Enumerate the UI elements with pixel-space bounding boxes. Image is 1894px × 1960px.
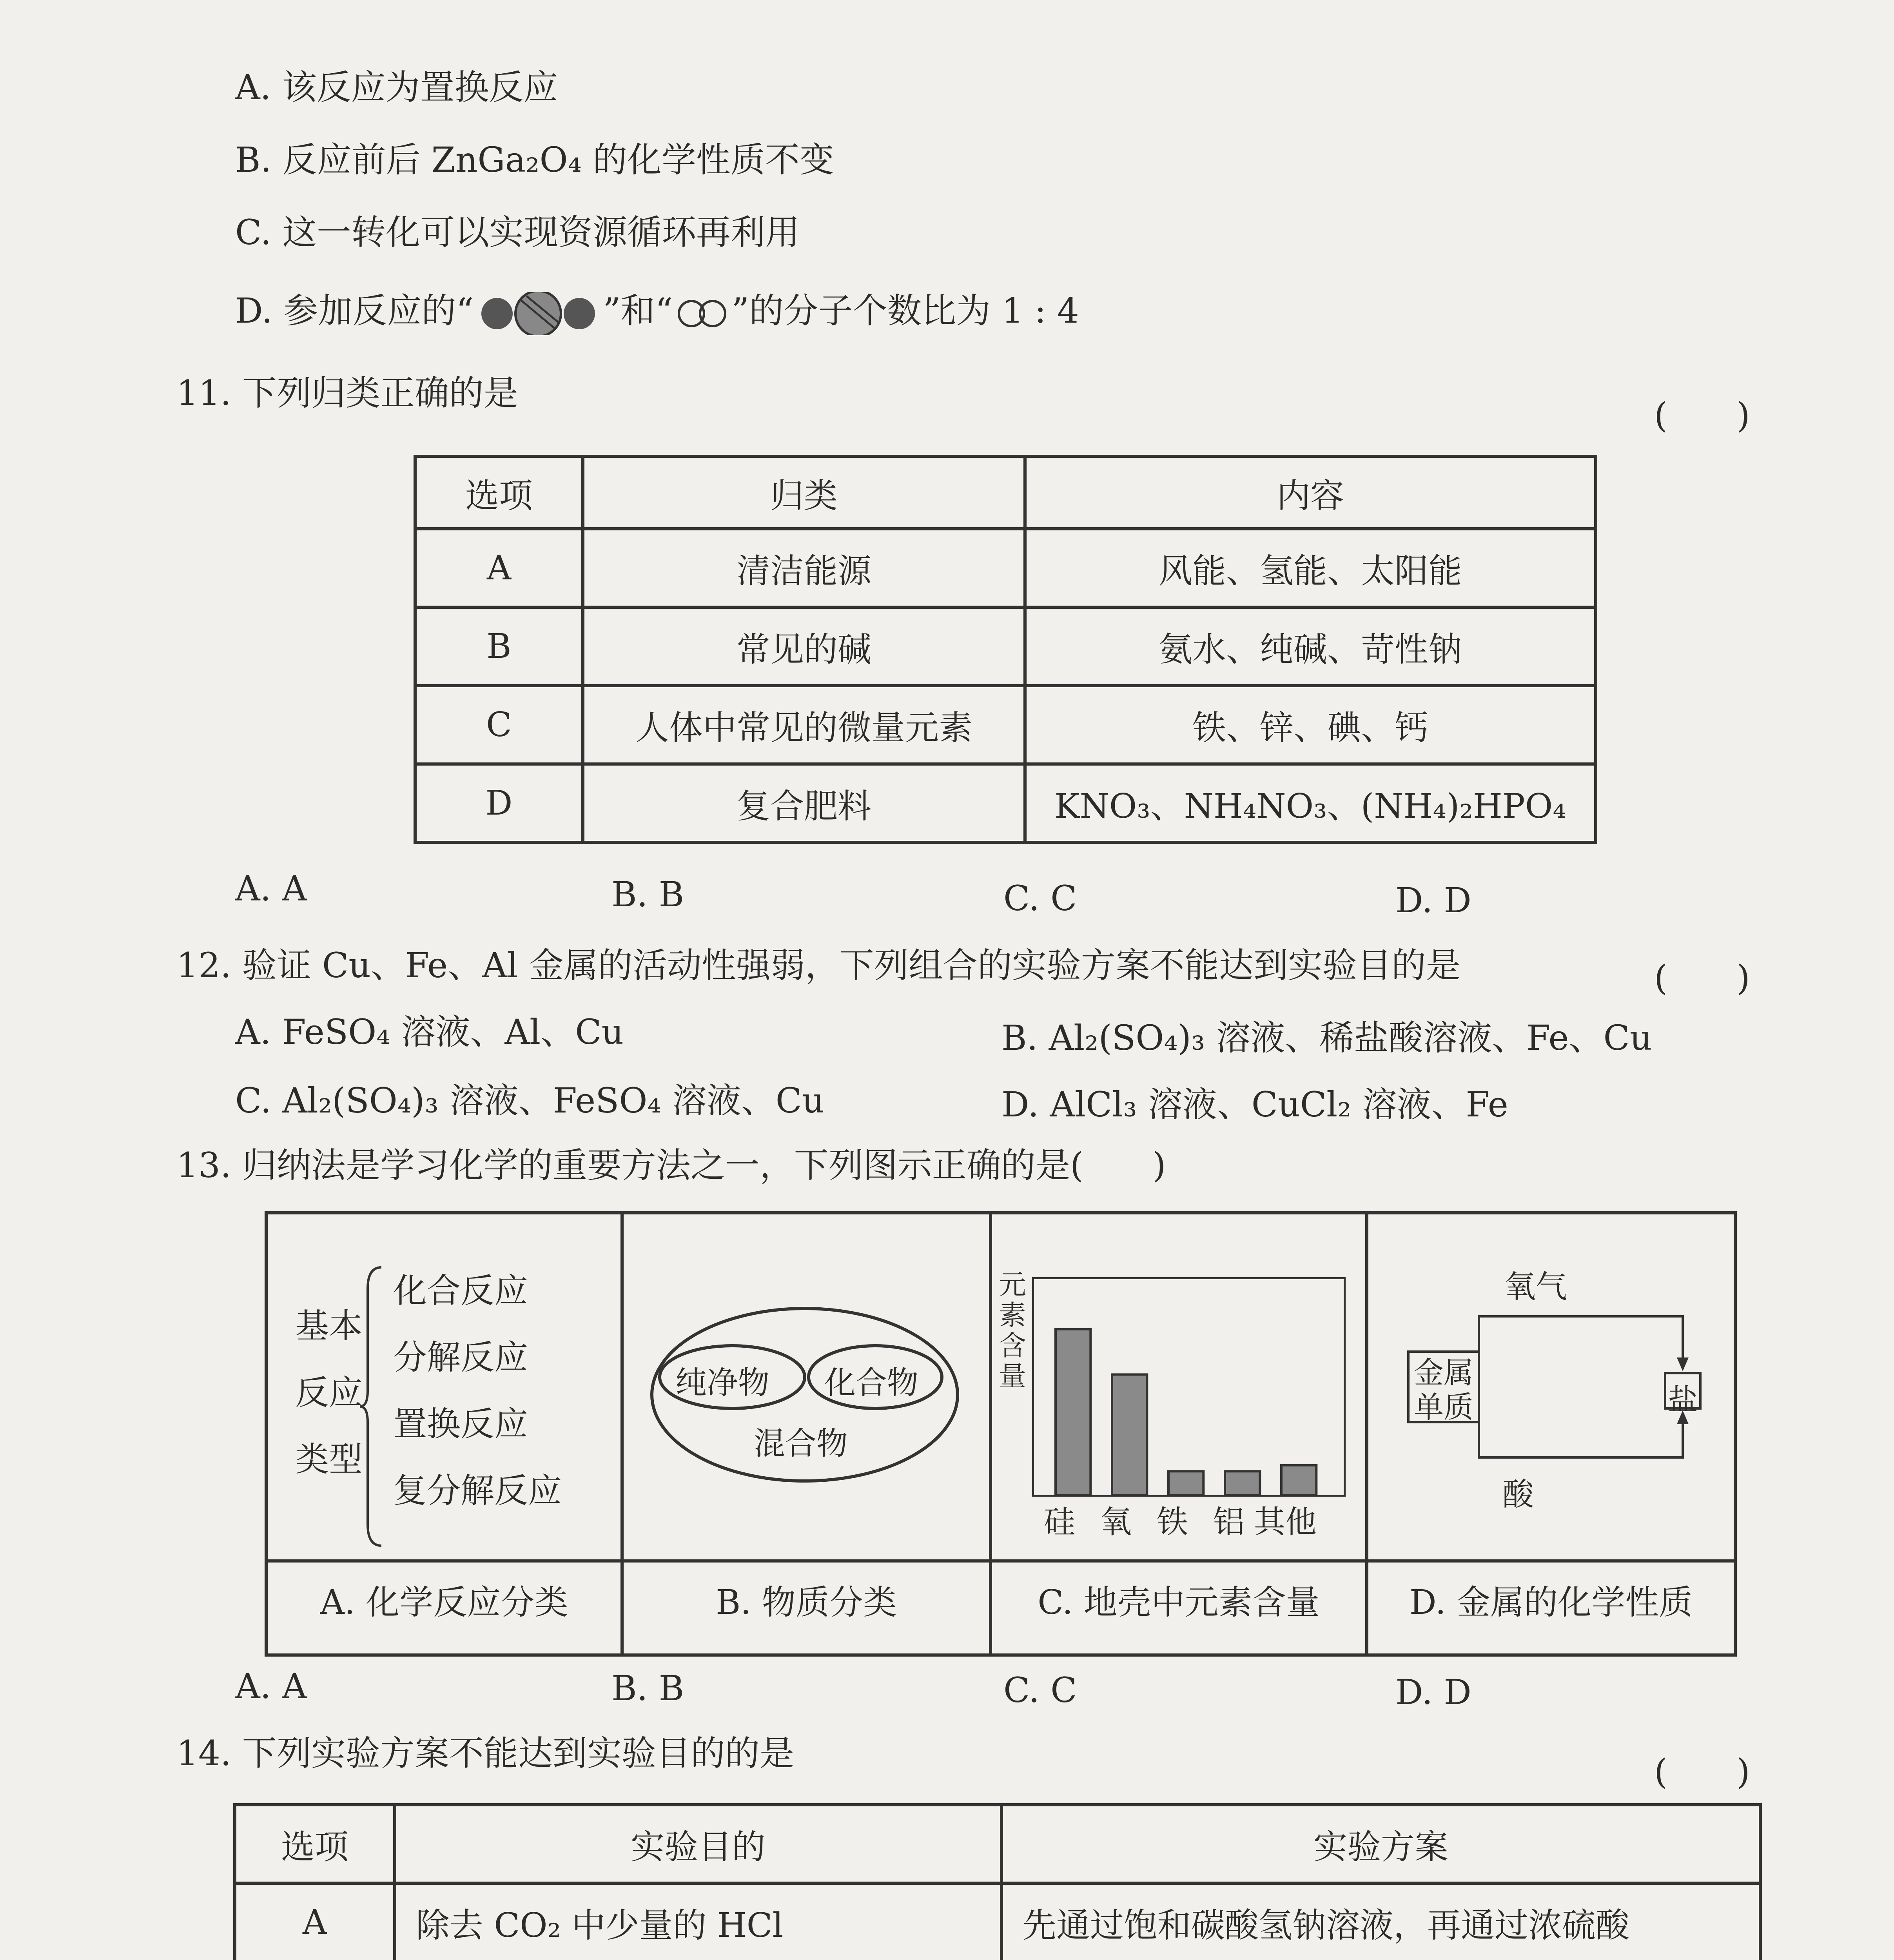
q10-d-prefix: D. 参加反应的“ (235, 290, 474, 331)
q13-choice-b: B. B (611, 1668, 684, 1708)
q12-option-c: C. Al₂(SO₄)₃ 溶液、FeSO₄ 溶液、Cu (235, 1080, 824, 1121)
q11-choice-b: B. B (611, 874, 684, 915)
q11-choice-d: D. D (1395, 880, 1471, 920)
chart-bar (1112, 1374, 1147, 1495)
q13-choice-c: C. C (1003, 1670, 1077, 1710)
q11-table (414, 455, 1597, 844)
q13-c-xlabels (1032, 1497, 1346, 1540)
header-cell: 实验方案 (1001, 1805, 1760, 1883)
q13-d-left-box: 金属单质 (1414, 1355, 1473, 1425)
table-cell: KNO₃、NH₄NO₃、(NH₄)₂HPO₄ (1025, 764, 1596, 842)
chart-bar (1281, 1465, 1316, 1495)
q13-diagram-box (265, 1211, 1737, 1657)
q13-c-chart (1032, 1277, 1346, 1497)
header-cell: 选项 (235, 1805, 395, 1883)
q13-a-caption: A. 化学反应分类 (320, 1583, 568, 1622)
chart-x-tick-label: 其他 (1254, 1504, 1317, 1540)
q13-b-caption: B. 物质分类 (716, 1583, 897, 1622)
table-cell: D (415, 764, 583, 842)
table-cell: 铁、锌、碘、钙 (1025, 686, 1596, 764)
chart-bar (1168, 1471, 1203, 1495)
q13-d-caption: D. 金属的化学性质 (1409, 1583, 1693, 1622)
q14-stem: 14. 下列实验方案不能达到实验目的的是 (176, 1733, 794, 1773)
chart-x-tick-label: 铝 (1213, 1504, 1245, 1540)
q10-d-suffix: ”的分子个数比为 1 : 4 (731, 290, 1079, 331)
molecule-large-icon (474, 292, 603, 335)
table-cell: 先通过饱和碳酸氢钠溶液，再通过浓硫酸 (1001, 1883, 1760, 1960)
q13-a-left (295, 1293, 366, 1493)
chart-x-tick-label: 铁 (1157, 1504, 1188, 1540)
q11-answer-paren: ( ) (1654, 395, 1750, 436)
q12-option-b: B. Al₂(SO₄)₃ 溶液、稀盐酸溶液、Fe、Cu (1001, 1018, 1652, 1058)
q13-a-item: 置换反应 (393, 1405, 528, 1444)
table-header-row (235, 1805, 1760, 1883)
q13-c-ylabel: 元素含量 (999, 1269, 1026, 1392)
table-cell: A (415, 529, 583, 607)
q12-stem: 12. 验证 Cu、Fe、Al 金属的活动性强弱，下列组合的实验方案不能达到实验目的是 (176, 945, 1460, 985)
q14-answer-paren: ( ) (1654, 1751, 1750, 1792)
q13-d-right-box: 盐 (1668, 1382, 1698, 1417)
table-row (415, 764, 1596, 842)
q13-d-bottom-label: 酸 (1502, 1476, 1534, 1513)
table-cell: A (235, 1883, 395, 1960)
q11-stem: 11. 下列归类正确的是 (176, 373, 518, 413)
table-header-row (415, 456, 1596, 529)
q13-a-item: 复分解反应 (393, 1471, 562, 1510)
q11-choice-c: C. C (1003, 878, 1077, 918)
chart-x-tick-label: 氧 (1100, 1504, 1132, 1540)
q13-a-item: 分解反应 (393, 1338, 528, 1377)
chart-bar (1056, 1329, 1090, 1495)
table-row (415, 686, 1596, 764)
molecule-small-icon (673, 296, 731, 331)
q12-option-a: A. FeSO₄ 溶液、Al、Cu (235, 1012, 624, 1052)
q13-d-top-label: 氧气 (1504, 1269, 1567, 1305)
table-cell: 氨水、纯碱、苛性钠 (1025, 607, 1596, 686)
q13-a-left-line: 类型 (295, 1440, 363, 1479)
q12-option-d: D. AlCl₃ 溶液、CuCl₂ 溶液、Fe (1001, 1084, 1508, 1125)
q10-d-mid: ”和“ (603, 290, 673, 331)
table-cell: 风能、氢能、太阳能 (1025, 529, 1596, 607)
table-cell: 常见的碱 (583, 607, 1025, 686)
q13-a-left-line: 反应 (295, 1373, 363, 1412)
q10-option-b: B. 反应前后 ZnGa₂O₄ 的化学性质不变 (235, 140, 834, 180)
q14-table (233, 1803, 1762, 1960)
header-cell: 选项 (415, 456, 583, 529)
table-cell: 除去 CO₂ 中少量的 HCl (395, 1883, 1001, 1960)
q13-a-item: 化合反应 (393, 1271, 528, 1310)
q13-b-outer: 混合物 (754, 1425, 848, 1462)
header-cell: 实验目的 (395, 1805, 1001, 1883)
q11-choice-a: A. A (235, 868, 307, 909)
table-row (415, 607, 1596, 686)
table-cell: B (415, 607, 583, 686)
q13-c-caption: C. 地壳中元素含量 (1038, 1583, 1320, 1622)
table-cell: 复合肥料 (583, 764, 1025, 842)
header-cell: 内容 (1025, 456, 1596, 529)
table-cell: 人体中常见的微量元素 (583, 686, 1025, 764)
header-cell: 归类 (583, 456, 1025, 529)
q13-choice-d: D. D (1395, 1672, 1471, 1712)
q12-answer-paren: ( ) (1654, 958, 1750, 998)
q13-b-inner-1: 纯净物 (675, 1365, 769, 1401)
table-cell: 清洁能源 (583, 529, 1025, 607)
q10-option-a: A. 该反应为置换反应 (235, 67, 558, 107)
chart-x-tick-label: 硅 (1044, 1504, 1075, 1540)
q13-b-inner-2: 化合物 (824, 1365, 918, 1401)
table-cell: C (415, 686, 583, 764)
q10-option-d (235, 290, 1079, 335)
q13-a-items (393, 1258, 562, 1524)
brace-icon (360, 1265, 383, 1548)
table-row (415, 529, 1596, 607)
q13-choice-a: A. A (235, 1666, 307, 1706)
q13-a-left-line: 基本 (295, 1307, 363, 1346)
table-row (235, 1883, 1760, 1960)
q13-stem: 13. 归纳法是学习化学的重要方法之一，下列图示正确的是( ) (176, 1145, 1166, 1185)
q10-option-c: C. 这一转化可以实现资源循环再利用 (235, 212, 800, 252)
chart-bar (1225, 1471, 1260, 1495)
